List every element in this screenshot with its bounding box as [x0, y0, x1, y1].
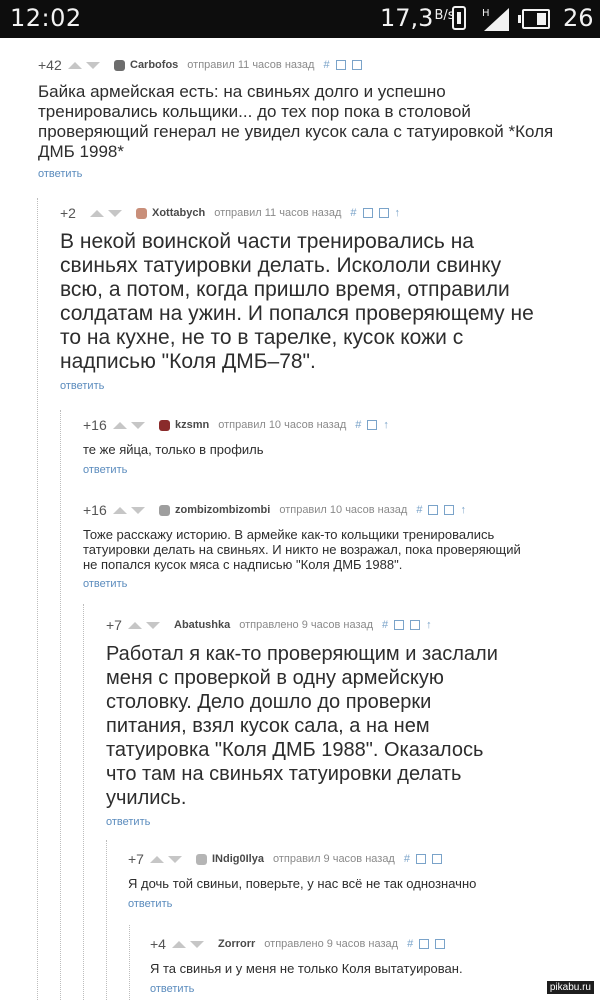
- comment-author[interactable]: INdig0Ilya: [212, 853, 264, 865]
- downvote-icon[interactable]: [190, 941, 204, 948]
- save-icon[interactable]: [379, 208, 389, 218]
- vote-arrows: [128, 622, 164, 629]
- vote-arrows: [68, 62, 104, 69]
- hash-icon[interactable]: #: [403, 852, 410, 865]
- comment-time: отправил 11 часов назад: [187, 59, 315, 71]
- comment-actions: [416, 505, 466, 516]
- comment-actions: [382, 620, 432, 631]
- save-icon[interactable]: [367, 420, 377, 430]
- comment-actions: [407, 939, 445, 950]
- hash-icon[interactable]: #: [355, 418, 362, 431]
- collapse-icon[interactable]: [428, 505, 438, 515]
- comment-meta: [38, 56, 558, 74]
- thread-line: [129, 925, 130, 1000]
- comment-author[interactable]: kzsmn: [175, 419, 210, 431]
- vote-arrows: [172, 941, 208, 948]
- avatar: [114, 60, 125, 71]
- thread-line: [37, 198, 38, 1000]
- save-icon[interactable]: [410, 620, 420, 630]
- downvote-icon[interactable]: [131, 422, 145, 429]
- comment-actions: [350, 208, 400, 219]
- comment-text: Работал я как-то проверяющим и заслали меня с проверкой в одну армейскую столовку. Дело дошло до проверки питания, взял кусок сала, а на нем татуировка "Коля ДМБ 1988". Оказалось что там на свиньях татуировки делать учились.: [106, 643, 498, 809]
- network-speed-value: 17,3: [380, 4, 434, 32]
- comment-text: В некой воинской части тренировались на свиньях татуировки делать. Искололи свинку всю, а потом, когда пришло время, отправили солдатам на ужин. И попался проверяющему не то на кухне, не то в тарелке, кусок кожи с надписью "Коля ДМБ–78".: [60, 230, 534, 373]
- collapse-icon[interactable]: [394, 620, 404, 630]
- comment-meta: [128, 850, 528, 868]
- downvote-icon[interactable]: [108, 210, 122, 217]
- hash-icon[interactable]: #: [323, 58, 330, 71]
- hash-icon[interactable]: #: [407, 937, 414, 950]
- comment-score: +4: [150, 936, 166, 952]
- comment-text: те же яйца, только в профиль: [83, 442, 264, 457]
- clock: 12:02: [10, 4, 82, 32]
- downvote-icon[interactable]: [131, 507, 145, 514]
- comment-text: Байка армейская есть: на свиньях долго и успешно тренировались кольщики... до тех пор пока в столовой проверяющий генерал не увидел кусок сала с татуировкой *Коля ДМБ 1998*: [38, 82, 554, 161]
- comment-text: Я дочь той свиньи, поверьте, у нас всё не так однозначно: [128, 876, 477, 891]
- comment-time: отправил 11 часов назад: [214, 207, 342, 219]
- signal-icon: [482, 6, 510, 32]
- comment-author[interactable]: Xottabych: [152, 207, 206, 219]
- thread-line: [106, 840, 107, 1000]
- collapse-icon[interactable]: [416, 854, 426, 864]
- comment-actions: [355, 420, 389, 431]
- upvote-icon[interactable]: [68, 62, 82, 69]
- comment-score: +16: [83, 417, 107, 433]
- reply-link[interactable]: ответить: [38, 168, 83, 180]
- upvote-icon[interactable]: [150, 856, 164, 863]
- status-bar: [0, 0, 600, 38]
- hash-icon[interactable]: #: [382, 618, 389, 631]
- comment: [38, 56, 558, 182]
- comment: [128, 850, 528, 912]
- reply-link[interactable]: ответить: [60, 380, 105, 392]
- collapse-icon[interactable]: [336, 60, 346, 70]
- comment-score: +7: [128, 851, 144, 867]
- hash-icon[interactable]: #: [416, 503, 423, 516]
- arrow-up-icon[interactable]: ↑: [383, 418, 389, 431]
- upvote-icon[interactable]: [172, 941, 186, 948]
- comment: [83, 501, 533, 592]
- vote-arrows: [150, 856, 186, 863]
- collapse-icon[interactable]: [363, 208, 373, 218]
- comment-meta: [106, 616, 526, 634]
- save-icon[interactable]: [435, 939, 445, 949]
- comment-actions: [323, 60, 361, 71]
- upvote-icon[interactable]: [128, 622, 142, 629]
- comment-meta: [83, 501, 533, 519]
- comment-actions: [404, 854, 442, 865]
- battery-level: 26: [563, 4, 594, 32]
- comment-time: отправлено 9 часов назад: [239, 619, 374, 631]
- watermark: pikabu.ru: [547, 981, 594, 994]
- reply-link[interactable]: ответить: [150, 983, 195, 995]
- comment-author[interactable]: Zorrorr: [218, 938, 256, 950]
- svg-text:H: H: [482, 8, 490, 19]
- comment-meta: [150, 935, 530, 953]
- avatar: [136, 208, 147, 219]
- comment-author[interactable]: Abatushka: [174, 619, 231, 631]
- comment: [60, 204, 550, 394]
- comment: [83, 416, 543, 478]
- hash-icon[interactable]: #: [350, 206, 357, 219]
- comment-score: +42: [38, 57, 62, 73]
- comment-score: +7: [106, 617, 122, 633]
- comment-time: отправил 9 часов назад: [272, 853, 395, 865]
- upvote-icon[interactable]: [113, 422, 127, 429]
- comment: [150, 935, 530, 997]
- comment-text: Я та свинья и у меня не только Коля вытатуирован.: [150, 961, 463, 976]
- upvote-icon[interactable]: [113, 507, 127, 514]
- comment-author[interactable]: Carbofos: [130, 59, 179, 71]
- comment-score: +2: [60, 205, 76, 221]
- vote-arrows: [113, 507, 149, 514]
- save-icon[interactable]: [352, 60, 362, 70]
- save-icon[interactable]: [444, 505, 454, 515]
- comment-author[interactable]: zombizombizombi: [175, 504, 271, 516]
- vote-arrows: [90, 210, 126, 217]
- save-icon[interactable]: [432, 854, 442, 864]
- avatar: [159, 505, 170, 516]
- downvote-icon[interactable]: [168, 856, 182, 863]
- arrow-up-icon[interactable]: ↑: [426, 618, 432, 631]
- vibrate-icon: [452, 6, 466, 30]
- avatar: [196, 854, 207, 865]
- arrow-up-icon[interactable]: ↑: [460, 503, 466, 516]
- vote-arrows: [113, 422, 149, 429]
- comment-time: отправлено 9 часов назад: [264, 938, 399, 950]
- comment-score: +16: [83, 502, 107, 518]
- battery-icon: [522, 9, 550, 29]
- comment-text: Тоже расскажу историю. В армейке как-то кольщики тренировались татуировки делать на свиньях. И никто не возражал, пока проверяющий не попался кусок мяса с надписью "Коля ДМБ 1988".: [83, 527, 521, 572]
- reply-link[interactable]: ответить: [128, 898, 173, 910]
- downvote-icon[interactable]: [86, 62, 100, 69]
- upvote-icon[interactable]: [90, 210, 104, 217]
- downvote-icon[interactable]: [146, 622, 160, 629]
- network-speed: [380, 4, 455, 32]
- avatar: [159, 420, 170, 431]
- thread-line: [60, 410, 61, 1000]
- reply-link[interactable]: ответить: [83, 464, 128, 476]
- comment: [106, 616, 526, 830]
- comment-time: отправил 10 часов назад: [218, 419, 347, 431]
- comment-meta: [60, 204, 550, 222]
- comment-time: отправил 10 часов назад: [279, 504, 408, 516]
- collapse-icon[interactable]: [419, 939, 429, 949]
- comment-meta: [83, 416, 543, 434]
- reply-link[interactable]: ответить: [106, 816, 151, 828]
- network-speed-unit: B/s: [434, 8, 455, 23]
- arrow-up-icon[interactable]: ↑: [394, 206, 400, 219]
- reply-link[interactable]: ответить: [83, 578, 128, 590]
- thread-line: [83, 604, 84, 1000]
